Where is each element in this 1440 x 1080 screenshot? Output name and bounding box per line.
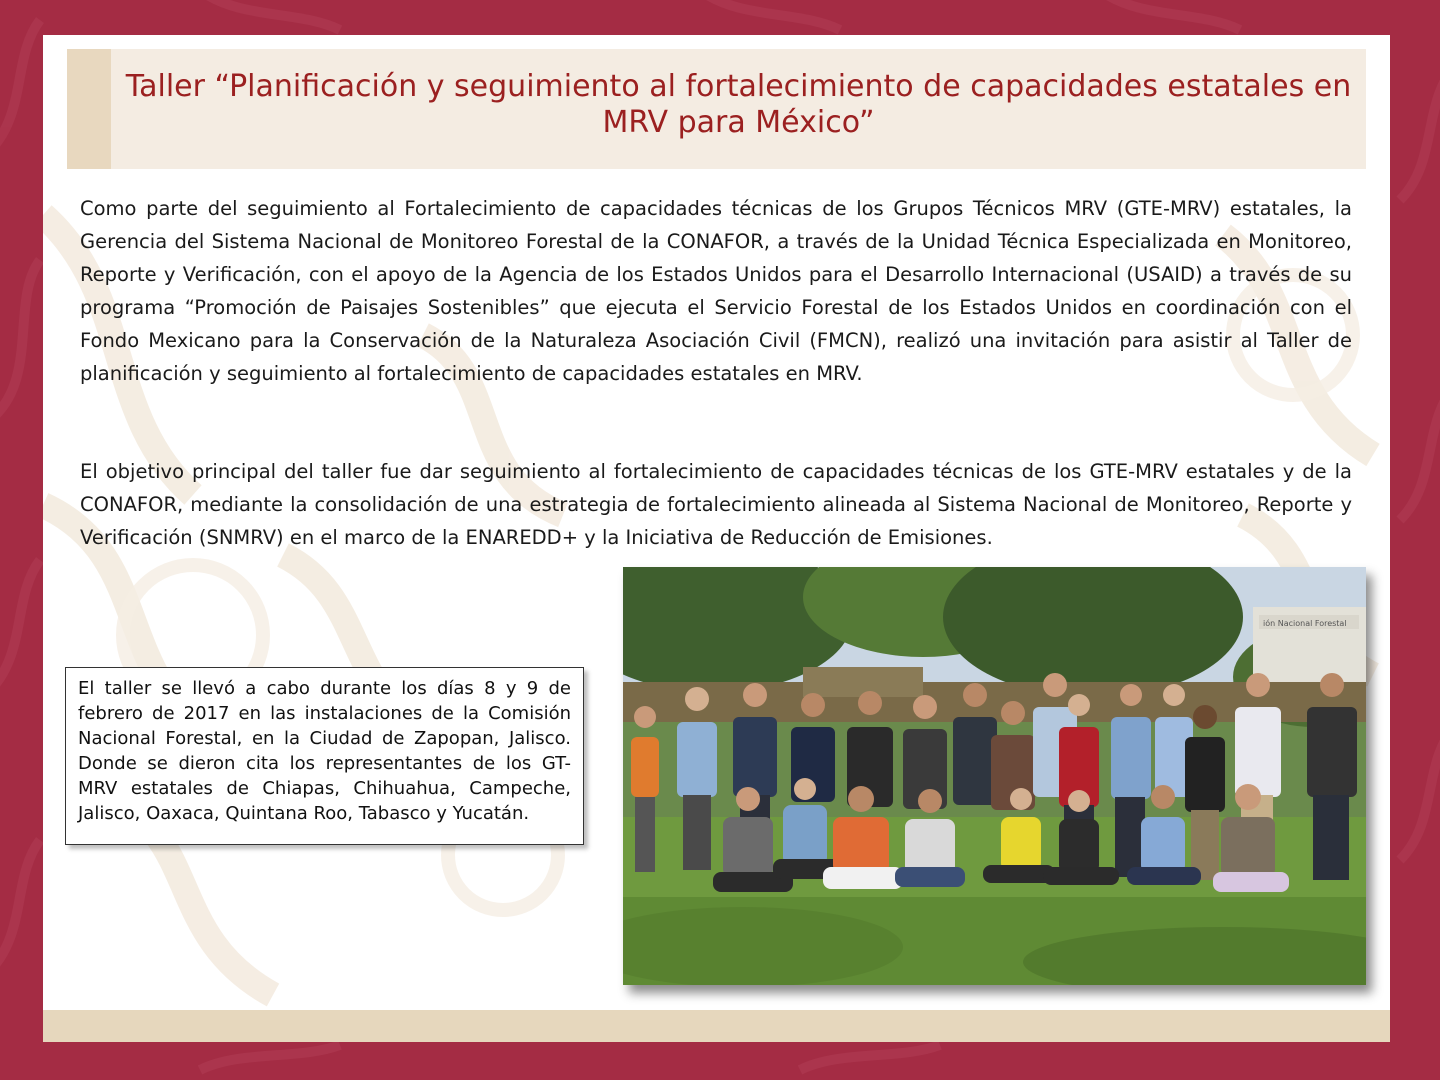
building-sign: ión Nacional Forestal [1263, 619, 1347, 628]
group-photo [623, 567, 1366, 985]
title-accent-bar [67, 49, 111, 169]
title-band [67, 49, 1366, 169]
footer-band [43, 1010, 1390, 1042]
intro-paragraph: Como parte del seguimiento al Fortalecimiento de capacidades técnicas de los Grupos Técnicos MRV (GTE-MRV) estatales, la Gerencia del Sistema Nacional de Monitoreo Forestal de la CONAFOR, a través de la Unidad Técnica Especializada en Monitoreo, Reporte y Verificación, con el apoyo de la Agencia de los Estados Unidos para el Desarrollo Internacional (USAID) a través de su programa “Promoción de Paisajes Sostenibles” que ejecuta el Servicio Forestal de los Estados Unidos en coordinación con el Fondo Mexicano para la Conservación de la Naturaleza Asociación Civil (FMCN), realizó una invitación para asistir al Taller de planificación y seguimiento al fortalecimiento de capacidades estatales en MRV. [80, 197, 1352, 385]
content-card [43, 35, 1390, 1042]
objective-paragraph: El objetivo principal del taller fue dar seguimiento al fortalecimiento de capacidades técnicas de los GTE-MRV estatales y de la CONAFOR, mediante la consolidación de una estrategia de fortalecimiento alineada al Sistema Nacional de Monitoreo, Reporte y Verificación (SNMRV) en el marco de la ENAREDD+ y la Iniciativa de Reducción de Emisiones. [80, 460, 1352, 549]
page-title: Taller “Planificación y seguimiento al fortalecimiento de capacidades estatales en MRV para México” [125, 69, 1352, 140]
event-details-text: El taller se llevó a cabo durante los días 8 y 9 de febrero de 2017 en las instalaciones de la Comisión Nacional Forestal, en la Ciudad de Zapopan, Jalisco. Donde se dieron cita los representantes de los GT-MRV estatales de Chiapas, Chihuahua, Campeche, Jalisco, Oaxaca, Quintana Roo, Tabasco y Yucatán. [78, 678, 571, 824]
group-photo-illustration [623, 567, 1366, 985]
event-details-box [65, 667, 584, 845]
